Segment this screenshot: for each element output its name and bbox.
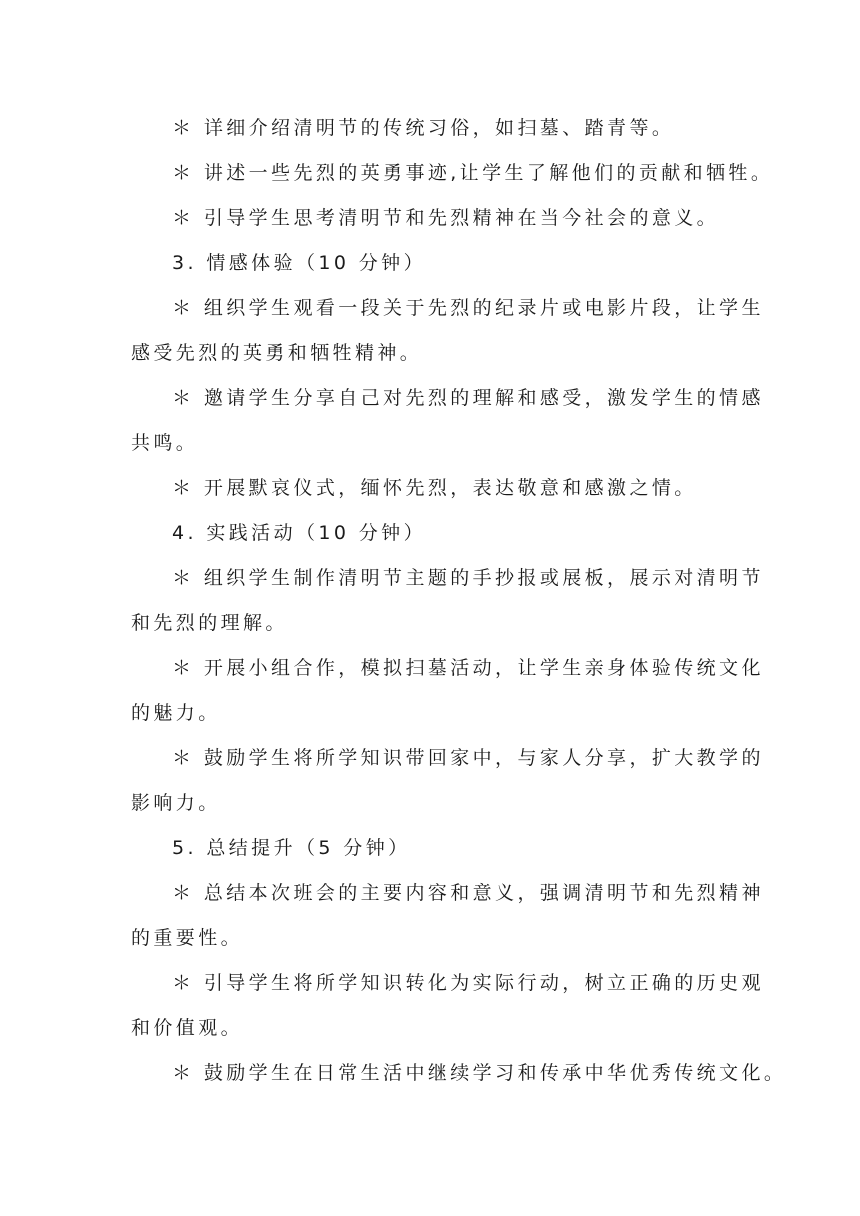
bullet-line: ＊ 邀请学生分享自己对先烈的理解和感受，激发学生的情感 (172, 387, 764, 409)
bullet-continuation: 和价值观。 (131, 1017, 244, 1039)
bullet-line: ＊ 开展小组合作，模拟扫墓活动，让学生亲身体验传统文化 (172, 657, 764, 679)
bullet-line: ＊ 引导学生思考清明节和先烈精神在当今社会的意义。 (172, 207, 720, 229)
bullet-line: ＊ 鼓励学生在日常生活中继续学习和传承中华优秀传统文化。 (172, 1062, 787, 1084)
bullet-line: ＊ 详细介绍清明节的传统习俗，如扫墓、踏青等。 (172, 117, 675, 139)
section-heading: 5. 总结提升（5 分钟） (172, 837, 411, 859)
bullet-continuation: 共鸣。 (131, 432, 199, 454)
bullet-continuation: 的魅力。 (131, 702, 221, 724)
bullet-continuation: 影响力。 (131, 792, 221, 814)
bullet-continuation: 和先烈的理解。 (131, 612, 288, 634)
bullet-line: ＊ 组织学生观看一段关于先烈的纪录片或电影片段，让学生 (172, 297, 764, 319)
section-heading: 4. 实践活动（10 分钟） (172, 522, 426, 544)
section-heading: 3. 情感体验（10 分钟） (172, 252, 426, 274)
bullet-line: ＊ 引导学生将所学知识转化为实际行动，树立正确的历史观 (172, 972, 764, 994)
bullet-continuation: 的重要性。 (131, 927, 244, 949)
bullet-line: ＊ 鼓励学生将所学知识带回家中，与家人分享，扩大教学的 (172, 747, 764, 769)
bullet-line: ＊ 组织学生制作清明节主题的手抄报或展板，展示对清明节 (172, 567, 764, 589)
bullet-continuation: 感受先烈的英勇和牺牲精神。 (131, 342, 423, 364)
bullet-line: ＊ 讲述一些先烈的英勇事迹,让学生了解他们的贡献和牺牲。 (172, 162, 774, 184)
bullet-line: ＊ 总结本次班会的主要内容和意义，强调清明节和先烈精神 (172, 882, 764, 904)
bullet-line: ＊ 开展默哀仪式，缅怀先烈，表达敬意和感激之情。 (172, 477, 697, 499)
